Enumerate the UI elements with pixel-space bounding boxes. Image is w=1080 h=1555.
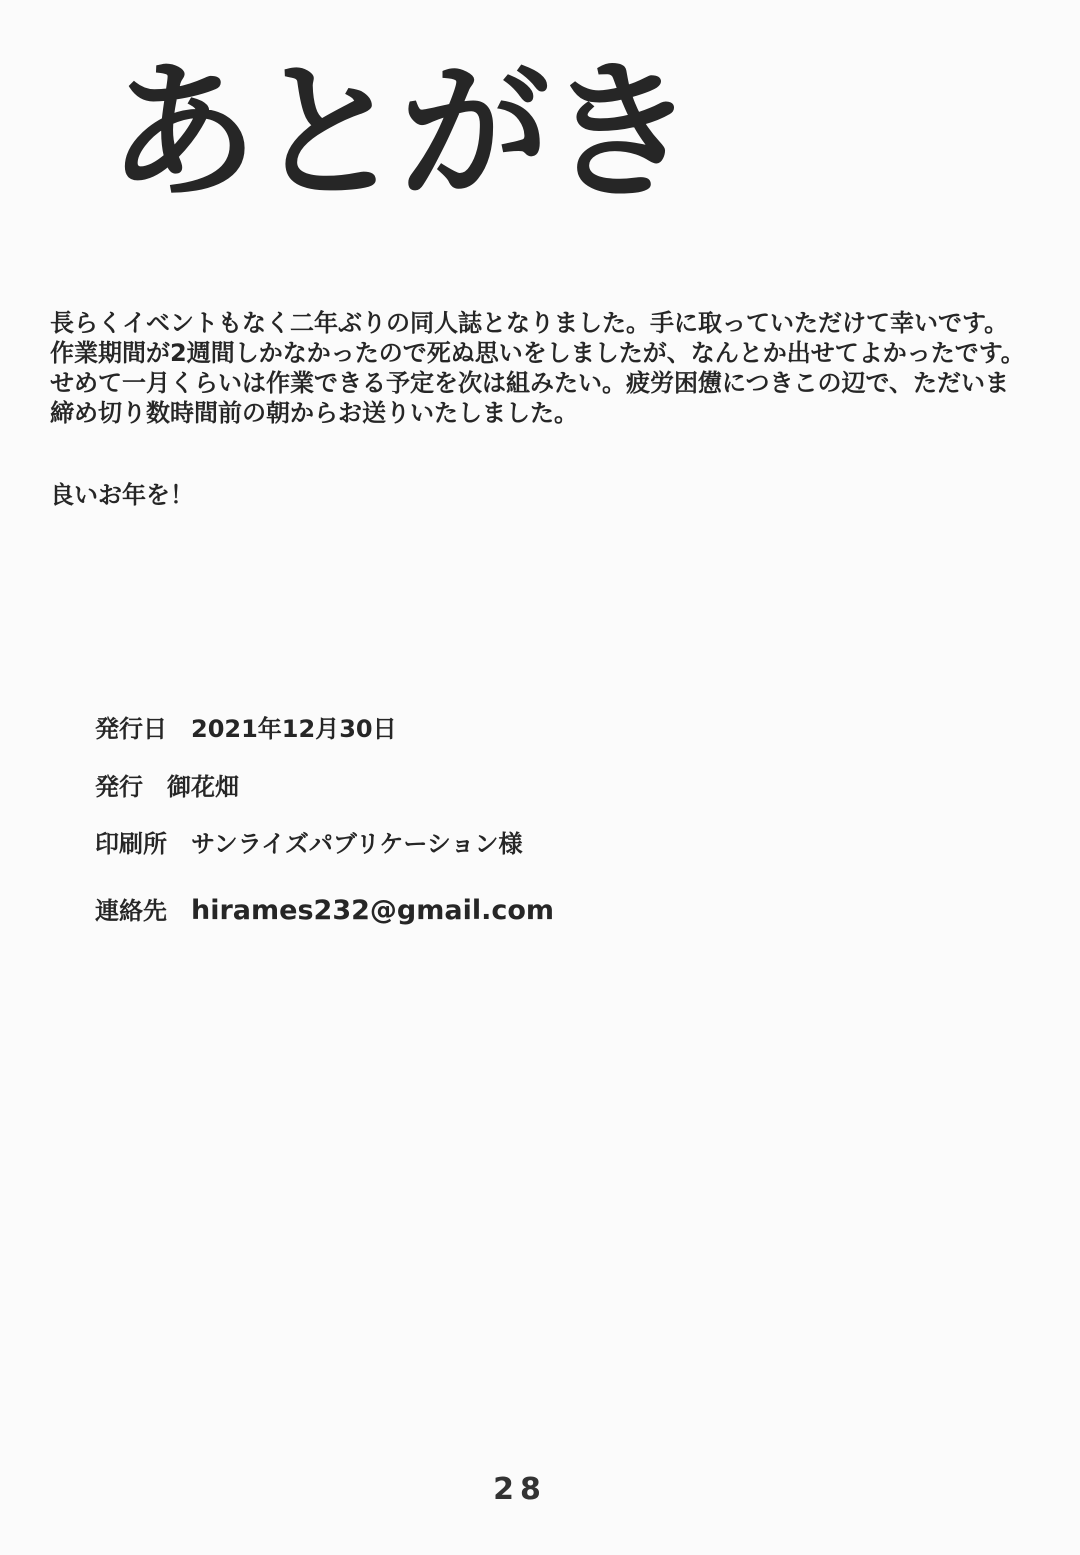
printer-value: サンライズパブリケーション様 bbox=[191, 830, 523, 858]
colophon-row-date bbox=[95, 712, 397, 746]
closing-greeting: 良いお年を！ bbox=[50, 481, 194, 509]
colophon-row-contact bbox=[95, 894, 554, 928]
afterword-body bbox=[50, 308, 1040, 428]
colophon-row-printer bbox=[95, 827, 522, 861]
body-line: せめて一月くらいは作業できる予定を次は組みたい。疲労困憊につきこの辺で、ただいま bbox=[50, 369, 1010, 397]
publisher-label: 発行 bbox=[95, 773, 143, 801]
colophon-row-publisher bbox=[95, 770, 239, 804]
page-title: あとがき bbox=[108, 46, 693, 220]
body-line: 作業期間が2週間しかなかったので死ぬ思いをしましたが、なんとか出せてよかったです。 bbox=[50, 339, 1025, 367]
date-value: 2021年12月30日 bbox=[191, 715, 397, 743]
publisher-value: 御花畑 bbox=[167, 773, 239, 801]
body-line: 締め切り数時間前の朝からお送りいたしました。 bbox=[50, 399, 578, 427]
printer-label: 印刷所 bbox=[95, 830, 167, 858]
date-label: 発行日 bbox=[95, 715, 167, 743]
body-line: 長らくイベントもなく二年ぶりの同人誌となりました。手に取っていただけて幸いです。 bbox=[50, 309, 1009, 337]
contact-label: 連絡先 bbox=[95, 897, 167, 925]
contact-email: hirames232@gmail.com bbox=[191, 895, 555, 926]
page-number: 28 bbox=[493, 1472, 547, 1507]
